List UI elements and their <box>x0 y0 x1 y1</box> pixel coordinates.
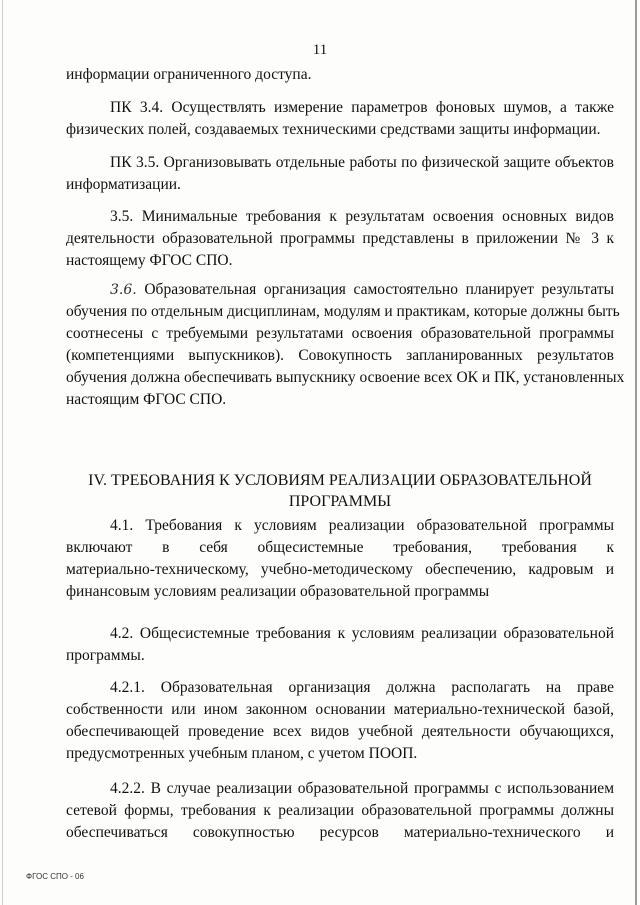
paragraph-3-5 <box>66 206 614 272</box>
text-line: (компетенциями выпускников). Совокупность запланированных результатов <box>66 347 614 364</box>
text-line: ПК 3.4. Осуществлять измерение параметров фоновых шумов, а также <box>110 99 614 116</box>
paragraph-3-6 <box>66 279 625 411</box>
text-line: настоящему ФГОС СПО. <box>66 252 233 269</box>
text-line: 4.2.1. Образовательная организация должна располагать на праве <box>110 679 614 696</box>
paragraph-4-2 <box>66 623 614 667</box>
text-line: физических полей, создаваемых техническими средствами защиты информации. <box>66 121 601 138</box>
page-edge-right <box>635 0 637 905</box>
text-line: собственности или ином законном основании материально-технической базой, <box>66 701 614 718</box>
section-heading <box>66 470 614 512</box>
text-line: 3.5. Минимальные требования к результатам освоения основных видов <box>110 208 614 225</box>
text-line: программы. <box>66 647 145 664</box>
paragraph-4-2-2 <box>66 778 614 844</box>
paragraph-pk-3-5 <box>66 152 614 196</box>
text-line: обеспечивающей проведение всех видов учебной деятельности обучающихся, <box>66 723 614 740</box>
text-line: включают в себя общесистемные требования, требования к <box>66 539 614 556</box>
paragraph-4-2-1 <box>66 677 614 765</box>
text-line: соотнесены с требуемыми результатами освоения образовательной программы <box>66 325 614 342</box>
text-line: сетевой формы, требования к реализации образовательной программы должны <box>66 802 614 819</box>
text-line: финансовым условиям реализации образовательной программы <box>66 583 490 600</box>
paragraph-top-line <box>66 64 614 86</box>
text-segment: Образовательная организация самостоятельно планирует результаты <box>144 281 615 298</box>
text-line: информатизации. <box>66 176 181 193</box>
page-edge-left <box>2 0 3 905</box>
text-line: обеспечиваться совокупностью ресурсов материально-технического и <box>66 824 614 841</box>
text-line: настоящим ФГОС СПО. <box>66 391 227 408</box>
paragraph-4-1 <box>66 515 614 603</box>
text-line: деятельности образовательной программы представлены в приложении № 3 к <box>66 230 614 247</box>
text-line: информации ограниченного доступа. <box>66 66 312 83</box>
paragraph-pk-3-4 <box>66 97 614 141</box>
text-line: 4.2. Общесистемные требования к условиям реализации образовательной <box>110 625 614 642</box>
heading-line: ПРОГРАММЫ <box>288 493 392 510</box>
page-number: 11 <box>312 42 328 58</box>
text-line: 4.1. Требования к условиям реализации образовательной программы <box>110 517 614 534</box>
text-line: 4.2.2. В случае реализации образовательной программы с использованием <box>110 780 614 797</box>
heading-line: IV. ТРЕБОВАНИЯ К УСЛОВИЯМ РЕАЛИЗАЦИИ ОБРАЗОВАТЕЛЬНОЙ <box>88 472 592 489</box>
text-line <box>66 279 614 301</box>
text-line: ПК 3.5. Организовывать отдельные работы по физической защите объектов <box>110 154 614 171</box>
text-line: материально-техническому, учебно-методическому обеспечению, кадровым и <box>66 561 614 578</box>
text-line: обучения должна обеспечивать выпускнику освоение всех ОК и ПК, установленных <box>66 369 625 386</box>
text-line: предусмотренных учебным планом, с учетом ПООП. <box>66 745 418 762</box>
text-line: обучения по отдельным дисциплинам, модулям и практикам, которые должны быть <box>66 303 620 320</box>
handwritten-number: 3.6. <box>110 282 137 298</box>
footer-label: ФГОС СПО - 06 <box>26 872 84 881</box>
